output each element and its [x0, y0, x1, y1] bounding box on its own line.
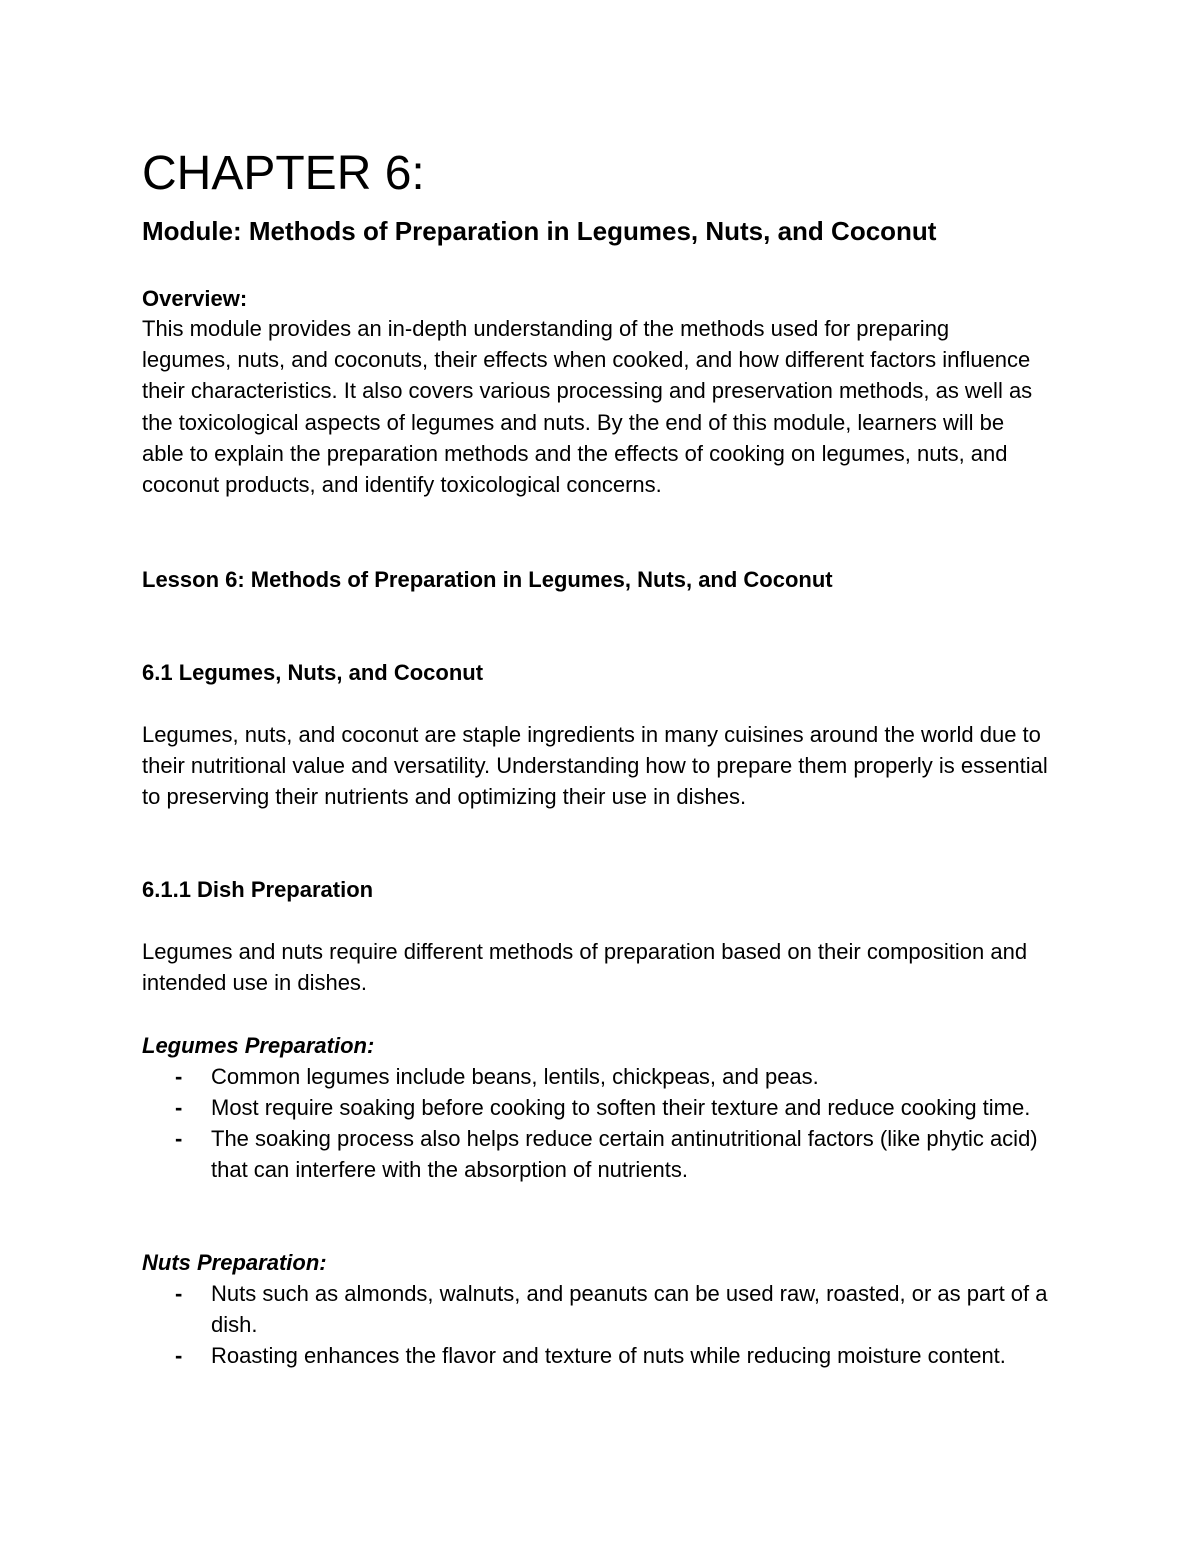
bullet-dash: - — [175, 1095, 183, 1120]
list-item-text: Roasting enhances the flavor and texture of nuts while reducing moisture content. — [211, 1343, 1006, 1368]
overview-text: This module provides an in-depth understanding of the methods used for preparing legumes, nuts, and coconuts, their effects when cooked, and how different factors influence their characteristics. It also covers various processing and preservation methods, as well as the toxicological aspects of legumes and nuts. By the end of this module, learners will be able to explain the preparation methods and the effects of cooking on legumes, nuts, and coconut products, and identify toxicological concerns. — [142, 316, 1033, 498]
legumes-preparation-heading: Legumes Preparation: — [142, 1033, 375, 1058]
chapter-title: CHAPTER 6: — [142, 147, 425, 200]
list-item — [142, 1061, 1051, 1092]
list-item-text: Common legumes include beans, lentils, chickpeas, and peas. — [211, 1064, 819, 1089]
legumes-preparation-list — [142, 1061, 1062, 1185]
list-item-text: Nuts such as almonds, walnuts, and peanuts can be used raw, roasted, or as part of a dish. — [211, 1281, 1048, 1337]
nuts-preparation-heading: Nuts Preparation: — [142, 1250, 327, 1275]
section-6-1-text: Legumes, nuts, and coconut are staple ingredients in many cuisines around the world due to their nutritional value and versatility. Understanding how to prepare them properly is essential to preserving their nutrients and optimizing their use in dishes. — [142, 722, 1048, 810]
list-item — [142, 1278, 1051, 1340]
module-title: Module: Methods of Preparation in Legumes, Nuts, and Coconut — [142, 216, 937, 246]
nuts-preparation-list — [142, 1278, 1062, 1371]
list-item — [142, 1092, 1051, 1123]
section-6-1-1-text: Legumes and nuts require different methods of preparation based on their composition and intended use in dishes. — [142, 939, 1028, 996]
bullet-dash: - — [175, 1064, 183, 1089]
lesson-title: Lesson 6: Methods of Preparation in Legumes, Nuts, and Coconut — [142, 567, 833, 592]
list-item-text: Most require soaking before cooking to soften their texture and reduce cooking time. — [211, 1095, 1031, 1120]
overview-heading: Overview: — [142, 286, 248, 311]
section-6-1-title: 6.1 Legumes, Nuts, and Coconut — [142, 660, 484, 685]
list-item — [142, 1123, 1051, 1185]
list-item — [142, 1340, 1051, 1371]
bullet-dash: - — [175, 1126, 183, 1151]
list-item-text: The soaking process also helps reduce certain antinutritional factors (like phytic acid) that can interfere with the absorption of nutrients. — [211, 1126, 1038, 1182]
bullet-dash: - — [175, 1281, 183, 1306]
section-6-1-1-title: 6.1.1 Dish Preparation — [142, 877, 374, 902]
bullet-dash: - — [175, 1343, 183, 1368]
